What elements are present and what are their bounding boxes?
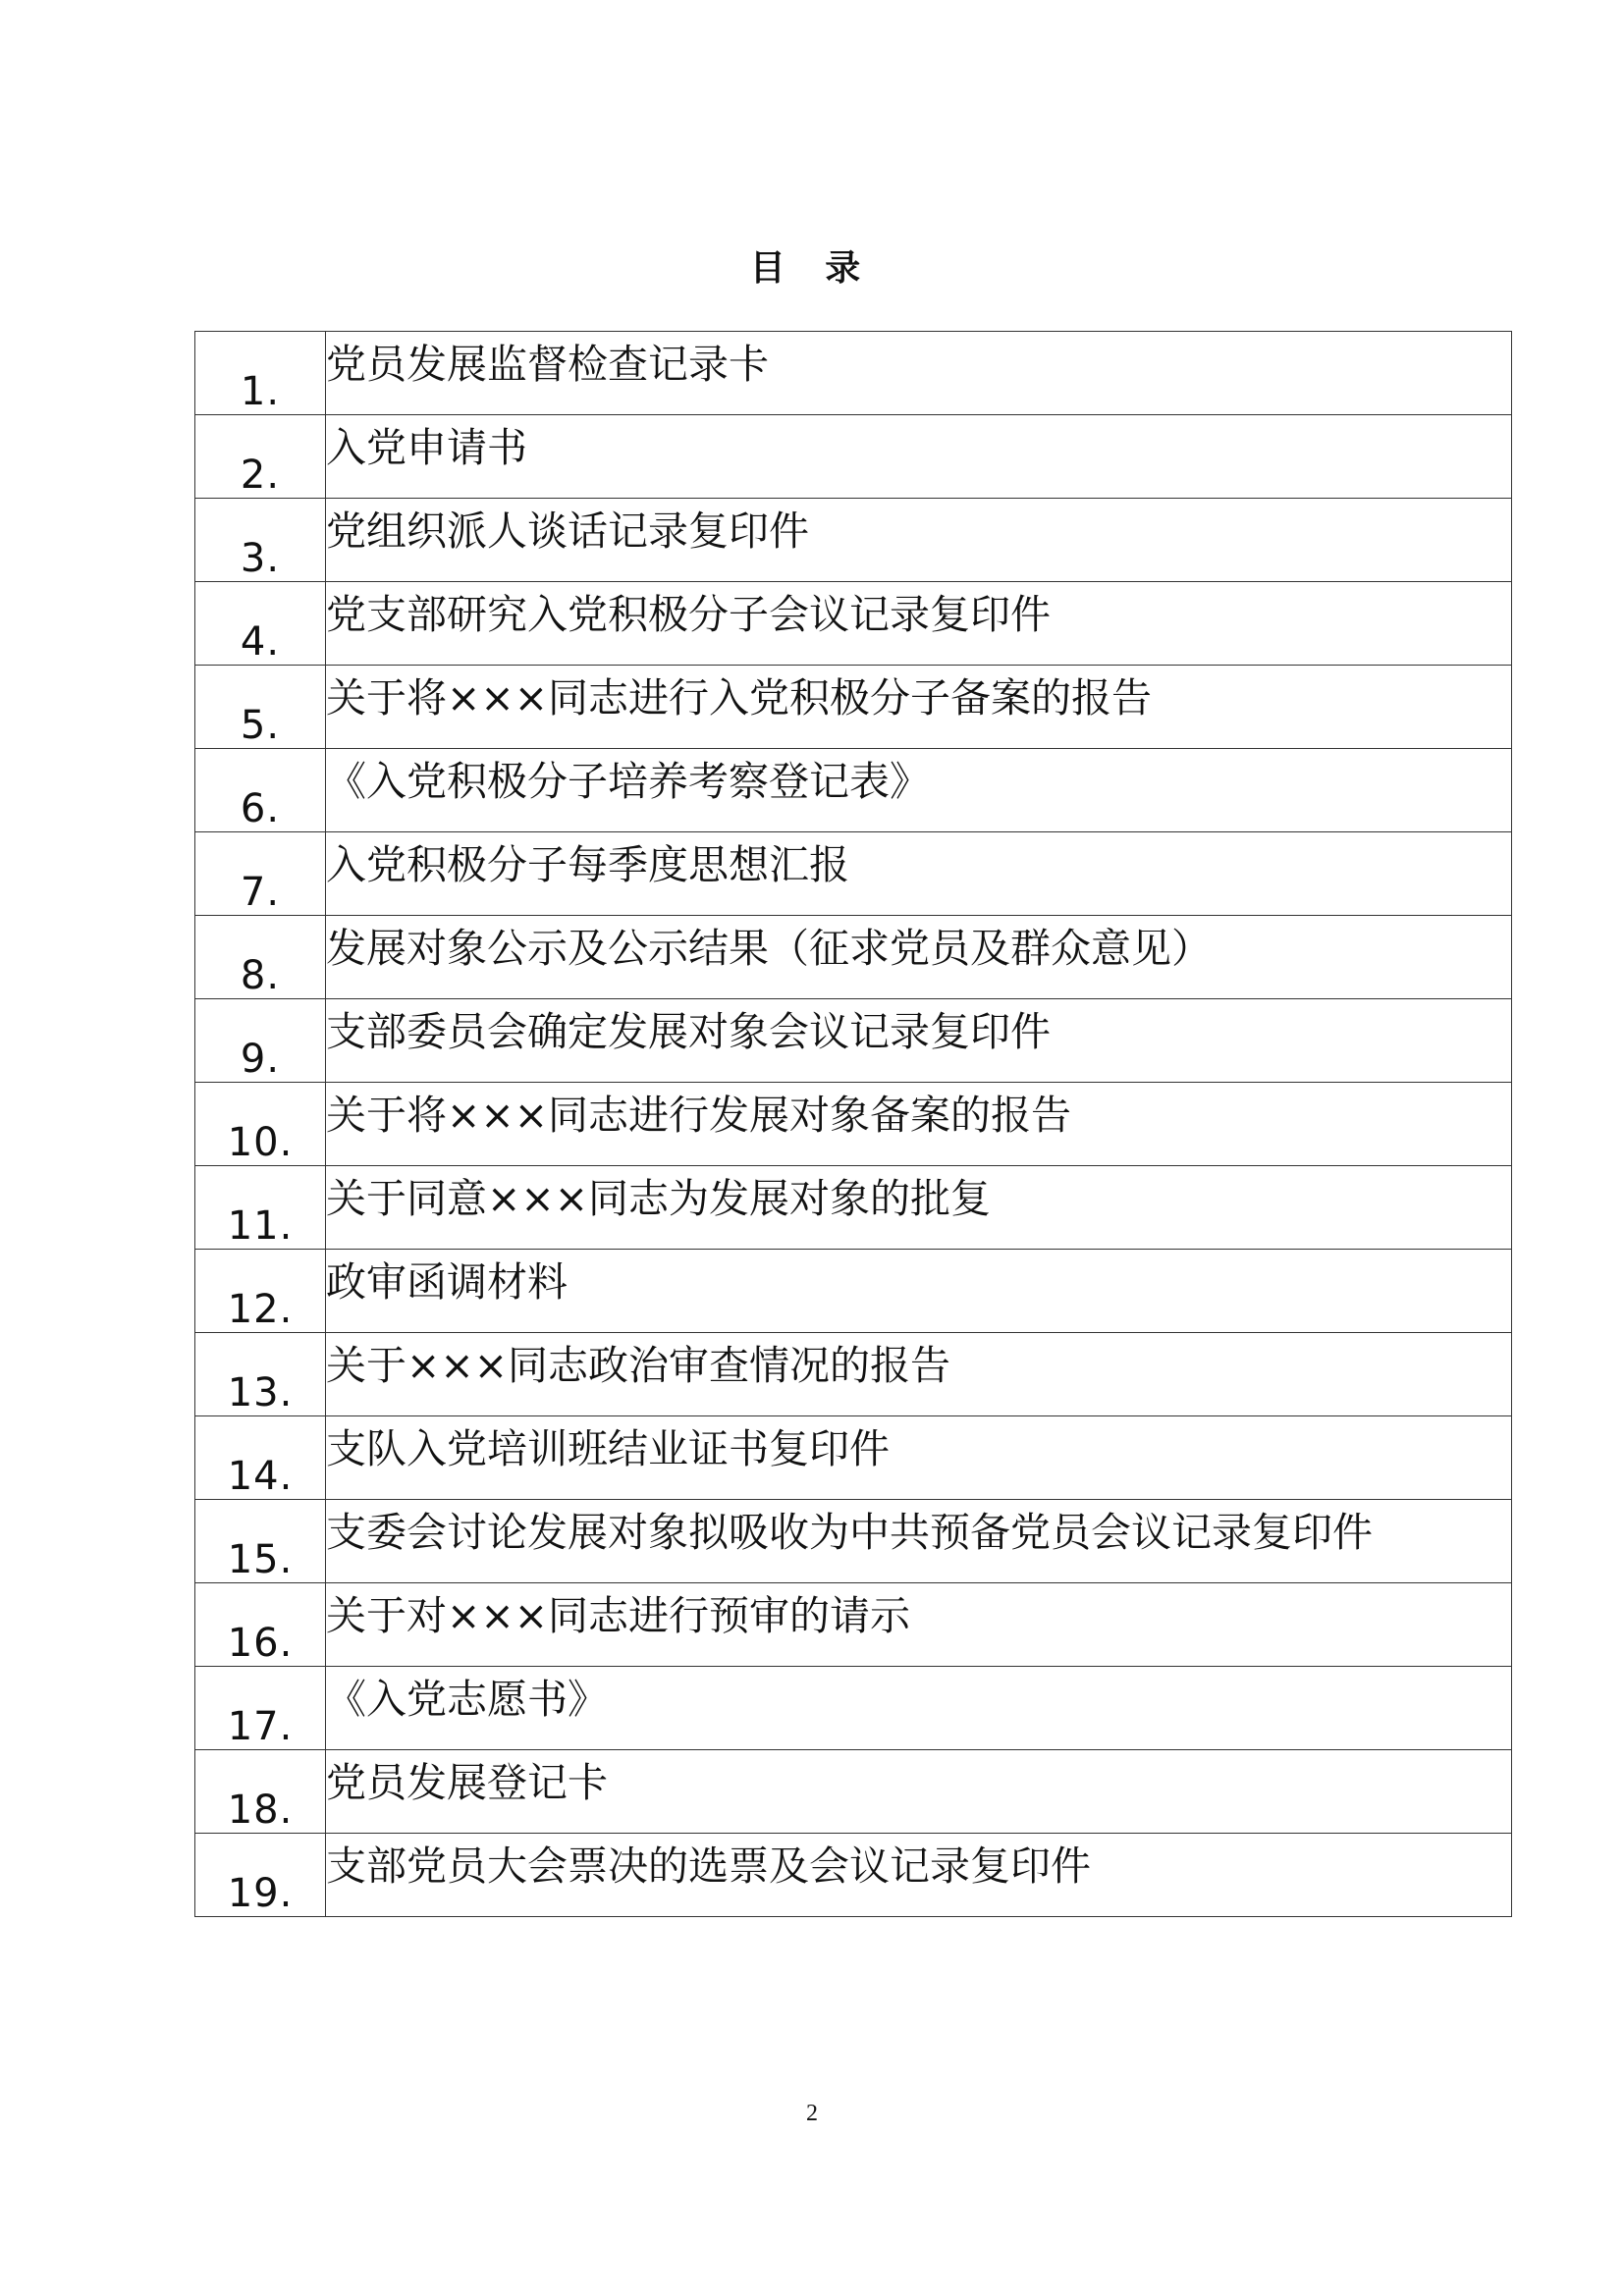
table-row — [195, 582, 1512, 666]
toc-table — [194, 331, 1512, 1917]
item-title: 支队入党培训班结业证书复印件 — [326, 1416, 1512, 1500]
table-row — [195, 1416, 1512, 1500]
item-number: 12. — [195, 1250, 326, 1333]
item-number: 18. — [195, 1750, 326, 1834]
table-row — [195, 499, 1512, 582]
item-number: 7. — [195, 832, 326, 916]
item-number: 13. — [195, 1333, 326, 1416]
table-row — [195, 1834, 1512, 1917]
toc-body — [195, 332, 1512, 1917]
item-title: 关于将×××同志进行入党积极分子备案的报告 — [326, 666, 1512, 749]
item-title: 支委会讨论发展对象拟吸收为中共预备党员会议记录复印件 — [326, 1500, 1512, 1583]
item-number: 8. — [195, 916, 326, 999]
item-title: 支部党员大会票决的选票及会议记录复印件 — [326, 1834, 1512, 1917]
table-row — [195, 1500, 1512, 1583]
item-title: 《入党积极分子培养考察登记表》 — [326, 749, 1512, 832]
table-row — [195, 1333, 1512, 1416]
item-title: 入党积极分子每季度思想汇报 — [326, 832, 1512, 916]
item-title: 发展对象公示及公示结果（征求党员及群众意见） — [326, 916, 1512, 999]
table-row — [195, 332, 1512, 415]
item-title: 政审函调材料 — [326, 1250, 1512, 1333]
item-title: 关于对×××同志进行预审的请示 — [326, 1583, 1512, 1667]
item-title: 入党申请书 — [326, 415, 1512, 499]
table-row — [195, 1750, 1512, 1834]
item-number: 16. — [195, 1583, 326, 1667]
item-number: 14. — [195, 1416, 326, 1500]
page-number: 2 — [806, 2101, 818, 2126]
item-title: 党组织派人谈话记录复印件 — [326, 499, 1512, 582]
table-row — [195, 832, 1512, 916]
table-row — [195, 1083, 1512, 1166]
page-title: 目 录 — [749, 248, 875, 289]
item-title: 关于同意×××同志为发展对象的批复 — [326, 1166, 1512, 1250]
item-title: 关于×××同志政治审查情况的报告 — [326, 1333, 1512, 1416]
item-title: 党员发展登记卡 — [326, 1750, 1512, 1834]
item-title: 《入党志愿书》 — [326, 1667, 1512, 1750]
item-title: 关于将×××同志进行发展对象备案的报告 — [326, 1083, 1512, 1166]
item-number: 3. — [195, 499, 326, 582]
table-row — [195, 1667, 1512, 1750]
item-title: 党员发展监督检查记录卡 — [326, 332, 1512, 415]
table-row — [195, 1250, 1512, 1333]
item-title: 党支部研究入党积极分子会议记录复印件 — [326, 582, 1512, 666]
item-number: 1. — [195, 332, 326, 415]
table-row — [195, 1166, 1512, 1250]
table-row — [195, 666, 1512, 749]
item-number: 6. — [195, 749, 326, 832]
item-number: 15. — [195, 1500, 326, 1583]
item-number: 4. — [195, 582, 326, 666]
table-row — [195, 1583, 1512, 1667]
table-row — [195, 916, 1512, 999]
item-number: 17. — [195, 1667, 326, 1750]
item-title: 支部委员会确定发展对象会议记录复印件 — [326, 999, 1512, 1083]
item-number: 2. — [195, 415, 326, 499]
item-number: 5. — [195, 666, 326, 749]
table-row — [195, 415, 1512, 499]
table-row — [195, 999, 1512, 1083]
item-number: 10. — [195, 1083, 326, 1166]
table-row — [195, 749, 1512, 832]
item-number: 11. — [195, 1166, 326, 1250]
item-number: 9. — [195, 999, 326, 1083]
item-number: 19. — [195, 1834, 326, 1917]
